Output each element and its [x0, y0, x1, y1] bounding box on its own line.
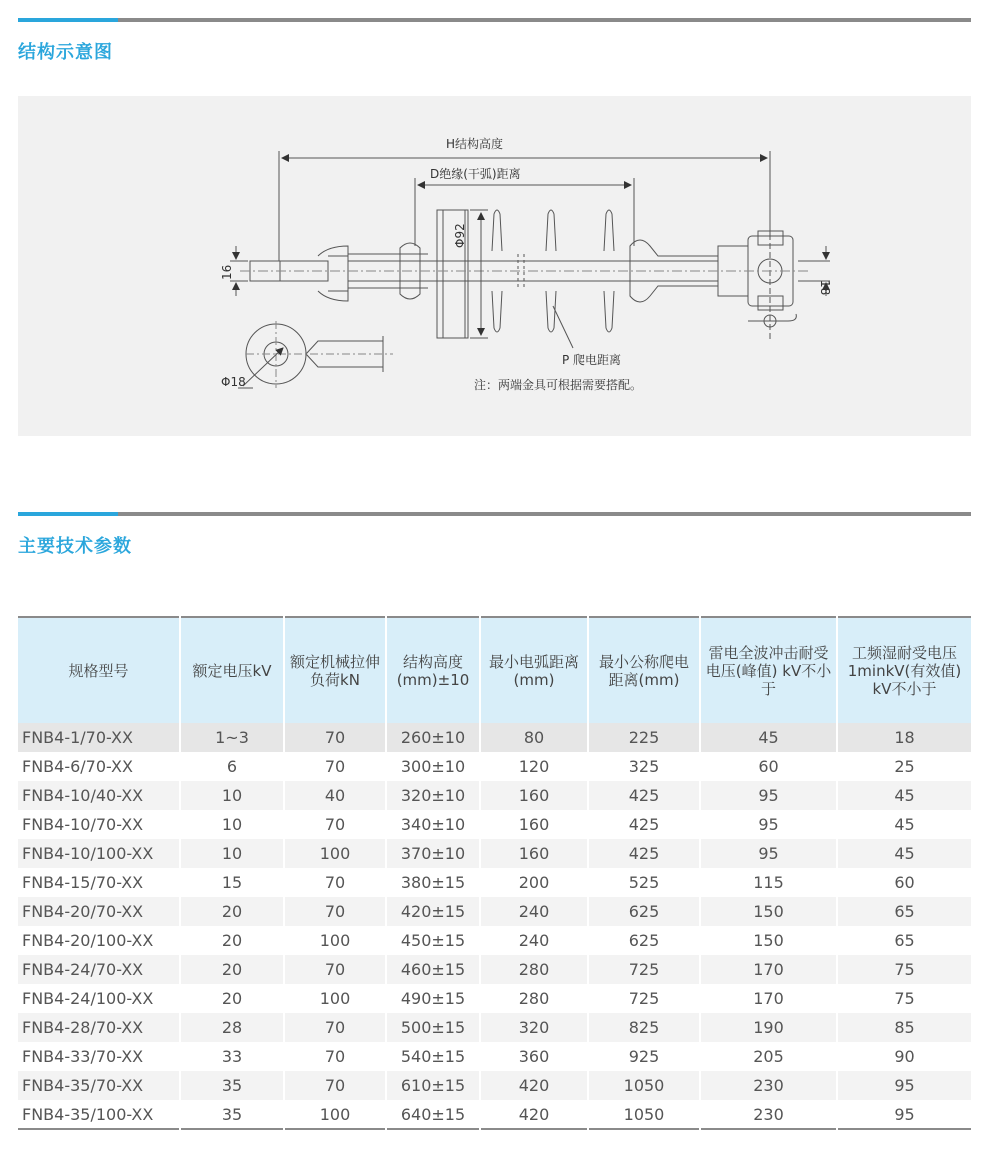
value-cell: 60: [700, 752, 837, 781]
model-cell: FNB4-35/100-XX: [18, 1100, 180, 1129]
value-cell: 20: [180, 926, 284, 955]
value-cell: 75: [837, 984, 971, 1013]
table-row: [18, 752, 971, 781]
section-divider-params: [18, 512, 971, 516]
model-cell: FNB4-6/70-XX: [18, 752, 180, 781]
value-cell: 95: [837, 1100, 971, 1129]
value-cell: 240: [480, 926, 588, 955]
label-16: 16: [220, 264, 234, 280]
spec-table-container: [18, 616, 971, 1130]
column-header: 工频湿耐受电压 1minkV(有效值) kV不小于: [837, 617, 971, 723]
table-row: [18, 1013, 971, 1042]
value-cell: 18: [837, 723, 971, 752]
model-cell: FNB4-10/100-XX: [18, 839, 180, 868]
value-cell: 70: [284, 897, 386, 926]
value-cell: 20: [180, 955, 284, 984]
label-structure-height: H结构高度: [446, 137, 504, 151]
table-row: [18, 723, 971, 752]
value-cell: 95: [837, 1071, 971, 1100]
value-cell: 240: [480, 897, 588, 926]
value-cell: 1050: [588, 1071, 700, 1100]
value-cell: 160: [480, 810, 588, 839]
value-cell: 70: [284, 723, 386, 752]
value-cell: 500±15: [386, 1013, 480, 1042]
table-row: [18, 868, 971, 897]
model-cell: FNB4-20/100-XX: [18, 926, 180, 955]
value-cell: 25: [837, 752, 971, 781]
value-cell: 85: [837, 1013, 971, 1042]
value-cell: 10: [180, 781, 284, 810]
column-header: 规格型号: [18, 617, 180, 723]
value-cell: 280: [480, 984, 588, 1013]
value-cell: 150: [700, 926, 837, 955]
value-cell: 95: [700, 839, 837, 868]
value-cell: 420: [480, 1071, 588, 1100]
value-cell: 100: [284, 839, 386, 868]
model-cell: FNB4-35/70-XX: [18, 1071, 180, 1100]
value-cell: 20: [180, 897, 284, 926]
value-cell: 65: [837, 897, 971, 926]
value-cell: 225: [588, 723, 700, 752]
value-cell: 65: [837, 926, 971, 955]
value-cell: 150: [700, 897, 837, 926]
section-title-structure: 结构示意图: [18, 42, 113, 63]
value-cell: 100: [284, 1100, 386, 1129]
table-row: [18, 781, 971, 810]
structure-diagram: [18, 96, 971, 436]
label-phi92: Φ92: [453, 223, 467, 248]
value-cell: 425: [588, 839, 700, 868]
value-cell: 640±15: [386, 1100, 480, 1129]
value-cell: 300±10: [386, 752, 480, 781]
value-cell: 540±15: [386, 1042, 480, 1071]
value-cell: 610±15: [386, 1071, 480, 1100]
model-cell: FNB4-28/70-XX: [18, 1013, 180, 1042]
table-row: [18, 926, 971, 955]
value-cell: 95: [700, 810, 837, 839]
value-cell: 450±15: [386, 926, 480, 955]
table-row: [18, 1042, 971, 1071]
section-title-params: 主要技术参数: [18, 536, 132, 557]
value-cell: 35: [180, 1071, 284, 1100]
column-header: 额定电压kV: [180, 617, 284, 723]
value-cell: 320±10: [386, 781, 480, 810]
value-cell: 95: [700, 781, 837, 810]
value-cell: 40: [284, 781, 386, 810]
value-cell: 460±15: [386, 955, 480, 984]
value-cell: 70: [284, 752, 386, 781]
value-cell: 370±10: [386, 839, 480, 868]
value-cell: 70: [284, 810, 386, 839]
value-cell: 70: [284, 955, 386, 984]
value-cell: 70: [284, 1042, 386, 1071]
value-cell: 190: [700, 1013, 837, 1042]
value-cell: 420±15: [386, 897, 480, 926]
value-cell: 205: [700, 1042, 837, 1071]
value-cell: 425: [588, 810, 700, 839]
model-cell: FNB4-33/70-XX: [18, 1042, 180, 1071]
value-cell: 280: [480, 955, 588, 984]
value-cell: 160: [480, 781, 588, 810]
value-cell: 15: [180, 868, 284, 897]
value-cell: 260±10: [386, 723, 480, 752]
value-cell: 33: [180, 1042, 284, 1071]
model-cell: FNB4-15/70-XX: [18, 868, 180, 897]
model-cell: FNB4-10/70-XX: [18, 810, 180, 839]
value-cell: 170: [700, 984, 837, 1013]
value-cell: 70: [284, 1013, 386, 1042]
value-cell: 45: [700, 723, 837, 752]
model-cell: FNB4-1/70-XX: [18, 723, 180, 752]
model-cell: FNB4-24/70-XX: [18, 955, 180, 984]
column-header: 最小公称爬电距离(mm): [588, 617, 700, 723]
model-cell: FNB4-20/70-XX: [18, 897, 180, 926]
value-cell: 325: [588, 752, 700, 781]
model-cell: FNB4-10/40-XX: [18, 781, 180, 810]
model-cell: FNB4-24/100-XX: [18, 984, 180, 1013]
value-cell: 100: [284, 984, 386, 1013]
value-cell: 425: [588, 781, 700, 810]
value-cell: 70: [284, 1071, 386, 1100]
diagram-note: 注：两端金具可根据需要搭配。: [474, 378, 643, 392]
table-row: [18, 1100, 971, 1129]
value-cell: 725: [588, 955, 700, 984]
divider-accent: [18, 512, 118, 516]
column-header: 雷电全波冲击耐受电压(峰值) kV不小于: [700, 617, 837, 723]
value-cell: 490±15: [386, 984, 480, 1013]
table-row: [18, 984, 971, 1013]
value-cell: 340±10: [386, 810, 480, 839]
table-row: [18, 1071, 971, 1100]
column-header: 最小电弧距离 (mm): [480, 617, 588, 723]
value-cell: 10: [180, 839, 284, 868]
value-cell: 75: [837, 955, 971, 984]
value-cell: 60: [837, 868, 971, 897]
section-divider-structure: [18, 18, 971, 22]
value-cell: 115: [700, 868, 837, 897]
value-cell: 230: [700, 1071, 837, 1100]
value-cell: 45: [837, 781, 971, 810]
value-cell: 320: [480, 1013, 588, 1042]
value-cell: 35: [180, 1100, 284, 1129]
value-cell: 380±15: [386, 868, 480, 897]
value-cell: 70: [284, 868, 386, 897]
value-cell: 1~3: [180, 723, 284, 752]
value-cell: 725: [588, 984, 700, 1013]
divider-accent: [18, 18, 118, 22]
spec-table-body: [18, 723, 971, 1129]
value-cell: 825: [588, 1013, 700, 1042]
value-cell: 10: [180, 810, 284, 839]
value-cell: 170: [700, 955, 837, 984]
value-cell: 230: [700, 1100, 837, 1129]
column-header: 结构高度 (mm)±10: [386, 617, 480, 723]
value-cell: 6: [180, 752, 284, 781]
value-cell: 925: [588, 1042, 700, 1071]
label-insulation-distance: D绝缘(干弧)距离: [430, 167, 521, 181]
value-cell: 20: [180, 984, 284, 1013]
value-cell: 120: [480, 752, 588, 781]
insulator-drawing: [18, 96, 971, 436]
value-cell: 90: [837, 1042, 971, 1071]
spec-table: [18, 616, 971, 1130]
value-cell: 100: [284, 926, 386, 955]
table-row: [18, 839, 971, 868]
value-cell: 45: [837, 839, 971, 868]
value-cell: 1050: [588, 1100, 700, 1129]
value-cell: 625: [588, 897, 700, 926]
table-row: [18, 897, 971, 926]
value-cell: 200: [480, 868, 588, 897]
value-cell: 420: [480, 1100, 588, 1129]
label-18: 18: [818, 280, 832, 296]
value-cell: 28: [180, 1013, 284, 1042]
table-row: [18, 810, 971, 839]
label-creepage-distance: P 爬电距离: [562, 353, 622, 367]
value-cell: 360: [480, 1042, 588, 1071]
value-cell: 80: [480, 723, 588, 752]
label-phi18: Φ18: [221, 375, 246, 389]
value-cell: 160: [480, 839, 588, 868]
value-cell: 45: [837, 810, 971, 839]
value-cell: 525: [588, 868, 700, 897]
column-header: 额定机械拉伸负荷kN: [284, 617, 386, 723]
table-row: [18, 955, 971, 984]
value-cell: 625: [588, 926, 700, 955]
spec-table-header: [18, 617, 971, 723]
